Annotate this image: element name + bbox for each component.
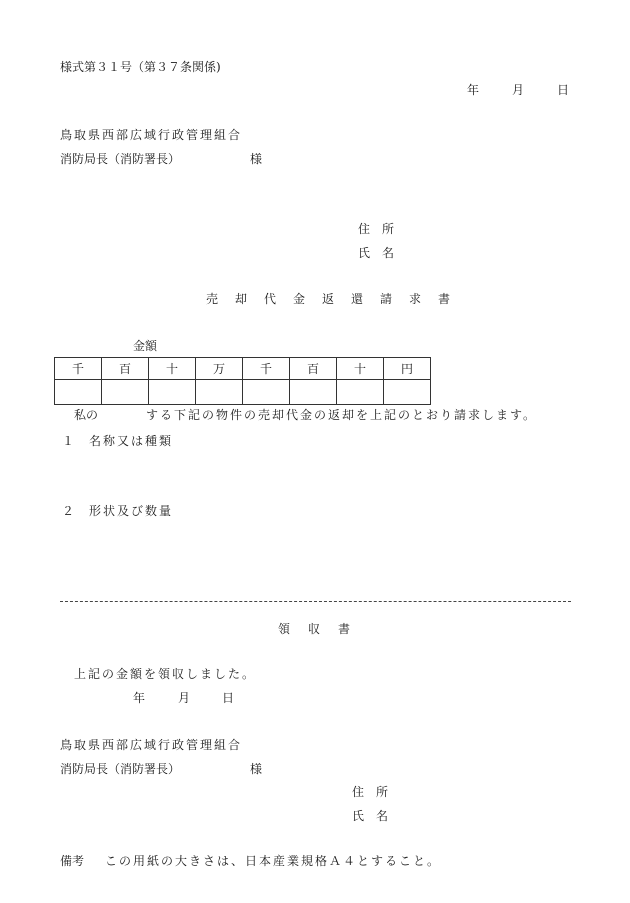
receipt-title-line: 消防局長（消防署長） xyxy=(60,762,181,776)
amount-unit-cell: 万 xyxy=(196,358,243,380)
amount-entry-cell[interactable] xyxy=(149,380,196,405)
amount-unit-cell: 百 xyxy=(102,358,149,380)
amount-unit-cell: 百 xyxy=(290,358,337,380)
request-text-body: する下記の物件の売却代金の返却を上記のとおり請求します。 xyxy=(146,408,538,422)
request-title-char: 却 xyxy=(235,292,248,306)
request-title xyxy=(206,293,458,305)
applicant-name-label: 氏 名 xyxy=(358,246,395,260)
form-number: 様式第３１号（第３７条関係) xyxy=(60,60,221,74)
request-title-char: 還 xyxy=(351,292,364,306)
amount-label: 金額 xyxy=(133,339,158,353)
amount-entry-cell[interactable] xyxy=(290,380,337,405)
receipt-org: 鳥取県西部広域行政管理組合 xyxy=(60,738,243,752)
amount-entry-cell[interactable] xyxy=(55,380,102,405)
amount-units-row xyxy=(55,358,431,380)
addressee-org: 鳥取県西部広域行政管理組合 xyxy=(60,128,243,142)
cut-line-divider xyxy=(60,601,571,602)
receipt-statement: 上記の金額を領収しました。 xyxy=(74,667,257,681)
amount-unit-cell: 千 xyxy=(55,358,102,380)
date-year: 年 xyxy=(467,83,480,97)
amount-unit-cell: 十 xyxy=(337,358,384,380)
receipt-name-label: 氏 名 xyxy=(352,809,389,823)
amount-entry-row xyxy=(55,380,431,405)
request-title-char: 金 xyxy=(293,292,306,306)
amount-unit-cell: 十 xyxy=(149,358,196,380)
addressee-title: 消防局長（消防署長） xyxy=(60,152,181,166)
amount-table xyxy=(54,357,431,405)
item-number: １ xyxy=(62,434,75,448)
amount-entry-cell[interactable] xyxy=(337,380,384,405)
amount-unit-cell: 千 xyxy=(243,358,290,380)
receipt-title-char: 書 xyxy=(338,622,351,636)
receipt-title-char: 収 xyxy=(308,622,321,636)
receipt-honorific: 様 xyxy=(250,762,263,776)
note-text: この用紙の大きさは、日本産業規格Ａ４とすること。 xyxy=(105,854,442,868)
applicant-address-label: 住 所 xyxy=(358,222,395,236)
receipt-date-day: 日 xyxy=(222,691,235,705)
amount-unit-cell: 円 xyxy=(384,358,431,380)
item-label: 形状及び数量 xyxy=(89,504,174,518)
request-title-char: 代 xyxy=(264,292,277,306)
request-title-char: 売 xyxy=(206,292,219,306)
amount-entry-cell[interactable] xyxy=(384,380,431,405)
amount-entry-cell[interactable] xyxy=(243,380,290,405)
addressee-honorific: 様 xyxy=(250,152,263,166)
request-text-prefix: 私の xyxy=(74,408,99,422)
request-title-char: 請 xyxy=(380,292,393,306)
date-day: 日 xyxy=(557,83,570,97)
amount-entry-cell[interactable] xyxy=(102,380,149,405)
receipt-title xyxy=(278,623,352,635)
receipt-date-month: 月 xyxy=(178,691,191,705)
receipt-date-year: 年 xyxy=(133,691,146,705)
request-title-char: 書 xyxy=(438,292,451,306)
amount-entry-cell[interactable] xyxy=(196,380,243,405)
receipt-address-label: 住 所 xyxy=(352,785,389,799)
request-title-char: 返 xyxy=(322,292,335,306)
item-label: 名称又は種類 xyxy=(89,434,174,448)
request-title-char: 求 xyxy=(409,292,422,306)
note-label: 備考 xyxy=(60,854,85,868)
date-month: 月 xyxy=(512,83,525,97)
item-number: ２ xyxy=(62,504,75,518)
receipt-title-char: 領 xyxy=(278,622,291,636)
